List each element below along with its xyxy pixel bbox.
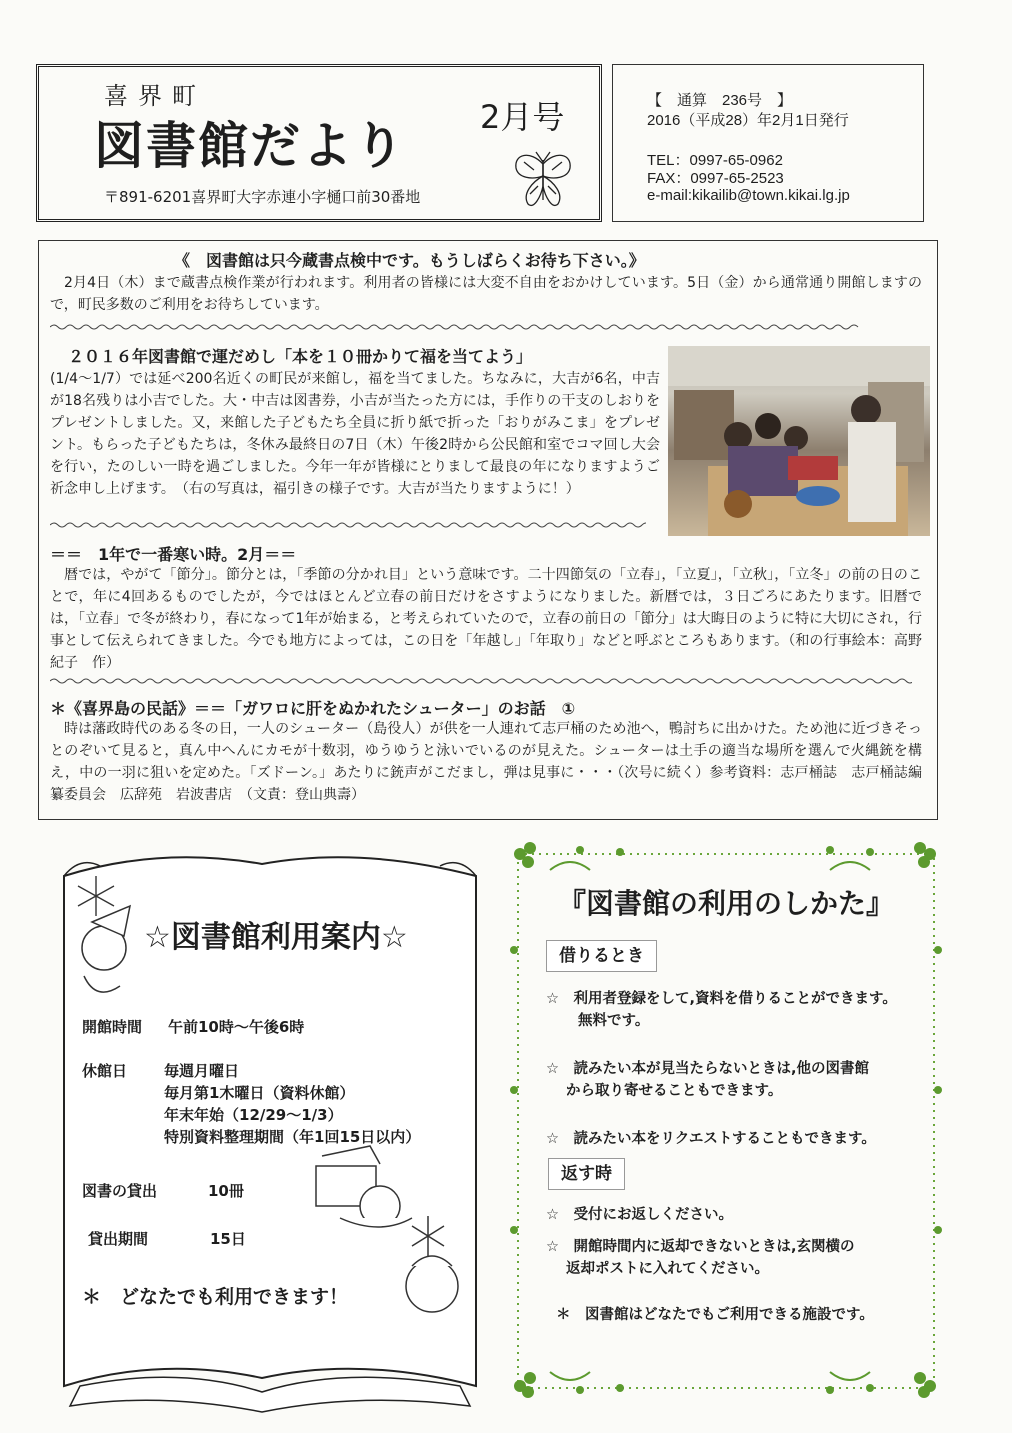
return-item: ☆ 受付にお返しください。 — [546, 1207, 733, 1223]
fortune-body: (1/4～1/7）では延べ200名近くの町民が来館し，福を当てました。ちなみに，大吉が6名，中吉が18名残りは小吉でした。大・中吉は図書券，小吉が当たった方には，手作りの干支のしおりをプレゼントしました。又，来館した子どもたち全員に折り紙で折った「おりがみこま」をプレゼント。もらった子どもたちは，冬休み最終日の7日（木）午後2時から公民館和室でコマ回し大会を行い，たのしい一時を過ごしました。今年一年が皆様にとりまして最良の年になりますようご祈念申し上げます。 （右の写真は，福引きの様子です。大吉が当たりますように！） — [50, 371, 660, 497]
inventory-body: 2月4日（木）まで蔵書点検作業が行われます。利用者の皆様には大変不自由をおかけしています。5日（金）から通常通り開館しますので，町民多数のご利用をお待ちしています。 — [50, 275, 922, 313]
email-address: e-mail:kikailib@town.kikai.lg.jp — [647, 187, 850, 204]
issue-date: 2016（平成28）年2月1日発行 — [647, 112, 849, 129]
closed-value: 毎週月曜日 — [164, 1062, 240, 1080]
borrow-item: ☆ 利用者登録をして,資料を借りることができます。 — [546, 991, 897, 1007]
howto-title: 『図書館の利用のしかた』 — [558, 887, 895, 920]
inventory-headline: 《 図書館は只今蔵書点検中です。もうしばらくお待ち下さい。》 — [174, 251, 645, 270]
newsletter-title: 図書館だより — [94, 117, 406, 175]
return-section-tag: 返す時 — [548, 1158, 625, 1190]
borrow-section-tag: 借りるとき — [546, 940, 657, 972]
loan-limit-value: 10冊 — [208, 1182, 244, 1200]
library-address: 〒891-6201喜界町大字赤連小字樋口前30番地 — [104, 188, 421, 206]
borrow-item: 無料です。 — [578, 1013, 650, 1029]
issue-month: 2月号 — [480, 98, 565, 136]
hours-label: 開館時間 — [82, 1018, 143, 1036]
fortune-drawing-photo — [668, 346, 930, 536]
closed-label: 休館日 — [82, 1062, 128, 1080]
fax-number: FAX：0997-65-2523 — [647, 170, 784, 187]
closed-value: 毎月第1木曜日（資料休館） — [164, 1084, 355, 1102]
loan-period-label: 貸出期間 — [88, 1230, 149, 1248]
borrow-item: ☆ 読みたい本が見当たらないときは,他の図書館 — [546, 1061, 870, 1077]
closed-value: 年末年始（12/29～1/3） — [164, 1106, 343, 1124]
loan-limit-label: 図書の貸出 — [82, 1182, 158, 1200]
closed-value: 特別資料整理期間（年1回15日以内） — [164, 1128, 421, 1146]
issue-info-box — [612, 64, 924, 222]
borrow-item: ☆ 読みたい本をリクエストすることもできます。 — [546, 1131, 876, 1147]
wave-divider — [50, 322, 912, 332]
guide-title: ☆図書館利用案内☆ — [144, 920, 408, 955]
return-item: ☆ 開館時間内に返却できないときは,玄関横の — [546, 1239, 855, 1255]
borrow-item: から取り寄せることもできます。 — [566, 1083, 783, 1099]
howto-note: ＊ 図書館はどなたでもご利用できる施設です。 — [556, 1307, 874, 1323]
butterfly-icon — [510, 150, 576, 214]
folktale-body: 時は藩政時代のある冬の日，一人のシューター（島役人）が供を一人連れて志戸桶のため池へ，鴨討ちに出かけた。ため池に近づきそっとのぞいて見ると，真ん中へんにカモが十数羽，ゆうゆうと泳いでいるのが見えた。シューターは土手の適当な場所を選んで火縄銃を構え，中の一羽に狙いを定めた。「ズドーン。」あたりに銃声がこだまし，弾は見事に・・・（次号に続く）参考資料：志戸桶誌 志戸桶誌編纂委員会 広辞苑 岩波書店 （文責：登山典壽） — [50, 721, 922, 803]
wave-divider — [50, 520, 646, 530]
loan-period-value: 15日 — [210, 1230, 246, 1248]
issue-total: 【 通算 236号 】 — [647, 92, 793, 109]
hours-value: 午前10時～午後6時 — [168, 1018, 305, 1036]
folktale-headline: ＊《喜界島の民話》＝＝「ガワロに肝をぬかれたシューター」のお話 ① — [50, 699, 576, 718]
fortune-headline: ２０１６年図書館で運だめし「本を１０冊かりて福を当てよう」 — [68, 347, 533, 366]
town-name: 喜界町 — [104, 82, 206, 110]
return-item: 返却ポストに入れてください。 — [566, 1261, 769, 1277]
wave-divider — [50, 676, 912, 686]
guide-note: ＊ どなたでも利用できます！ — [82, 1286, 349, 1308]
cold-season-body: 暦では，やがて「節分」。節分とは，「季節の分かれ目」という意味です。二十四節気の「立春」，「立夏」，「立秋」，「立冬」の前の日のことで，年に4回あるものでしたが，今ではほとんど立春の前日だけをさすようになりました。新暦では，３日ごろにあたります。旧暦では，「立春」で冬が終わり，春になって1年が始まる，と考えられていたので，立春の前日の「節分」は大晦日のように特に大切にされ，行事として伝えられてきました。今でも地方によっては，この日を「年越し」「年取り」などと呼ぶところもあります。（和の行事絵本：高野紀子 作） — [50, 567, 922, 671]
cold-season-headline: ＝＝ 1年で一番寒い時。2月＝＝ — [50, 545, 297, 564]
phone-number: TEL：0997-65-0962 — [647, 152, 783, 169]
